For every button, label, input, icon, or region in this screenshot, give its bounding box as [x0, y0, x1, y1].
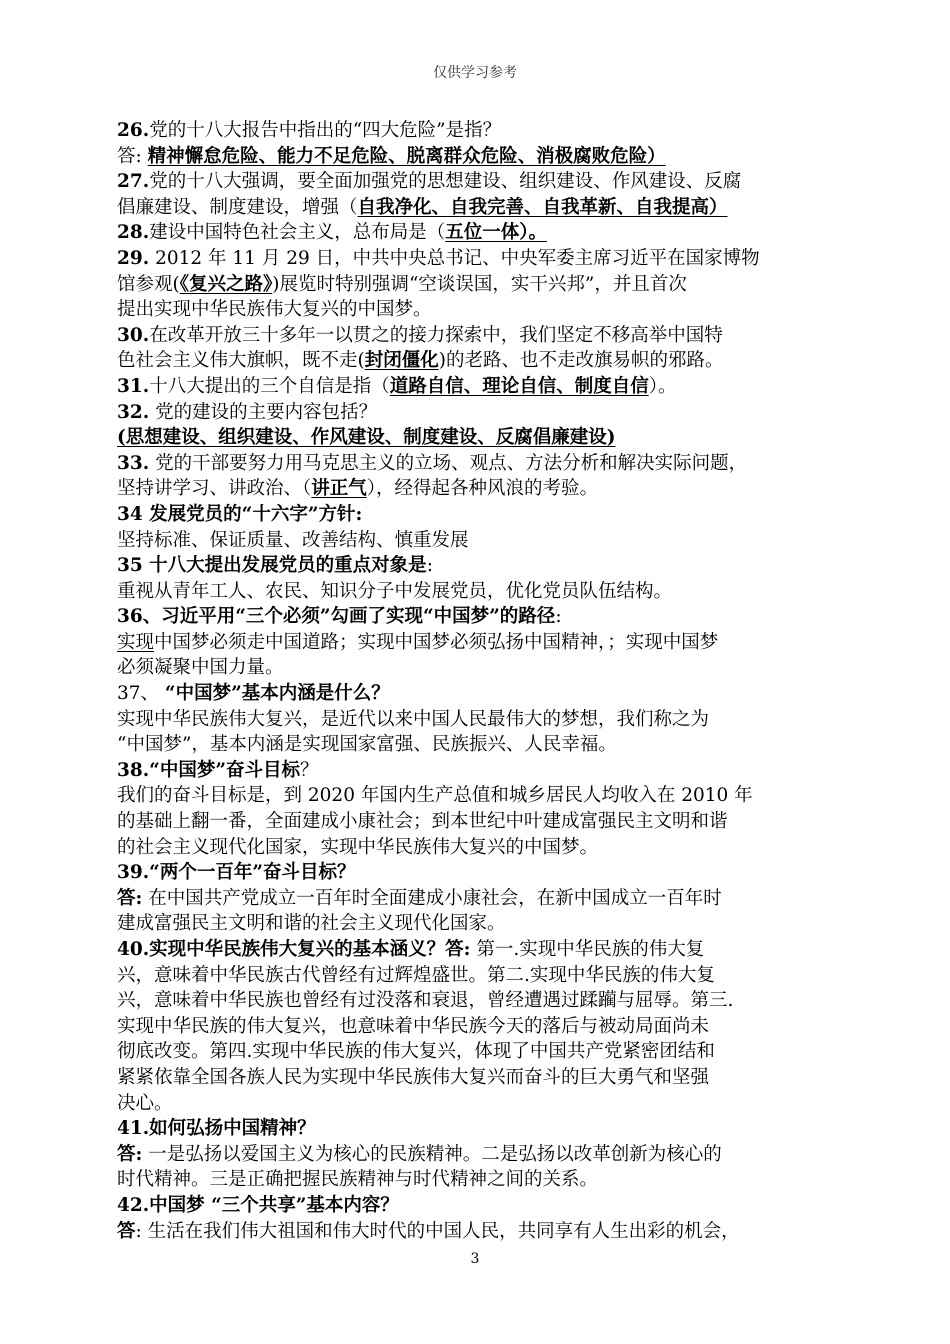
text-line: [117, 553, 847, 579]
text-line: [117, 758, 847, 784]
text-run: 答: [117, 1220, 136, 1242]
text-run: 中国梦必须走中国道路；实现中国梦必须弘扬中国精神，；实现中国梦: [154, 631, 719, 653]
text-run: 党的十八大报告中指出的“四大危险”是指？: [149, 120, 502, 141]
text-line: [117, 1193, 847, 1219]
text-line: [117, 1065, 847, 1091]
text-run: 实现中华民族伟大复兴，是近代以来中国人民最伟大的梦想，我们称之为: [117, 708, 710, 730]
text-line: [117, 1091, 847, 1117]
text-line: [117, 476, 847, 502]
text-run: 41.如何弘扬中国精神？: [117, 1118, 316, 1140]
text-line: [117, 502, 847, 528]
text-run: 道路自信、理论自信、制度自信: [389, 375, 649, 397]
text-line: [117, 1116, 847, 1142]
text-run: 35 十八大提出发展党员的重点对象是: [117, 555, 427, 577]
text-line: [117, 604, 847, 630]
text-run: ？: [299, 759, 319, 781]
text-line: [117, 400, 847, 426]
text-run: 建成富强民主文明和谐的社会主义现代化国家。: [117, 913, 506, 935]
text-run: 讲正气: [311, 478, 367, 500]
text-run: 在改革开放三十多年一以贯之的接力探索中，我们坚定不移高举中国特: [149, 324, 723, 346]
text-run: 38.“中国梦”奋斗目标: [117, 759, 300, 781]
text-line: [117, 937, 847, 963]
text-run: 答:: [117, 145, 148, 167]
text-run: (思想建设、组织建设、作风建设、制度建设、反腐倡廉建设): [117, 427, 616, 449]
text-run: 2012 年 11 月 29 日，中共中央总书记、中央军委主席习近平在国家博物: [149, 247, 760, 269]
text-run: 27.: [117, 171, 150, 193]
text-run: 答:: [117, 1143, 143, 1165]
text-line: [117, 835, 847, 861]
text-run: 30.: [117, 324, 150, 346]
text-line: [117, 323, 847, 349]
text-run: 党的十八大强调，要全面加强党的思想建设、组织建设、作风建设、反腐: [149, 171, 742, 193]
text-line: [117, 630, 847, 656]
text-run: :: [426, 555, 433, 577]
text-line: [117, 272, 847, 298]
text-run: 紧紧依靠全国各族人民为实现中华民族伟大复兴而奋斗的巨大勇气和坚强: [117, 1066, 710, 1088]
text-run: 倡廉建设、制度建设，增强（: [117, 196, 358, 218]
text-run: 兴，意味着中华民族也曾经有过没落和衰退，曾经遭遇过蹂躏与屈辱。第三.: [117, 990, 734, 1012]
text-line: [117, 579, 847, 605]
text-run: 兴，意味着中华民族古代曾经有过辉煌盛世。第二.实现中华民族的伟大复: [117, 964, 715, 986]
text-run: 我们的奋斗目标是，到 2020 年国内生产总值和城乡居民人均收入在 2010 年: [117, 785, 753, 807]
text-run: 自我净化、自我完善、自我革新、自我提高）: [357, 196, 728, 218]
text-line: [117, 195, 847, 221]
text-run: 29.: [117, 247, 150, 269]
text-run: 第一.实现中华民族的伟大复: [470, 939, 705, 960]
text-run: 时代精神。三是正确把握民族精神与时代精神之间的关系。: [117, 1169, 599, 1191]
document-body: [117, 118, 847, 1244]
text-line: [117, 220, 847, 246]
text-run: )展览时特别强调“空谈误国，实干兴邦”，并且首次: [272, 273, 687, 295]
text-run: 实现中华民族的伟大复兴，也意味着中华民族今天的落后与被动局面尚未: [117, 1015, 710, 1037]
text-run: 坚持讲学习、讲政治、（: [117, 478, 312, 500]
text-line: [117, 348, 847, 374]
text-run: 坚持标准、保证质量、改善结构、慎重发展: [117, 529, 469, 551]
text-run: ），经得起各种风浪的考验。: [366, 478, 599, 500]
text-line: [117, 1039, 847, 1065]
text-line: [117, 451, 847, 477]
text-line: [117, 1167, 847, 1193]
text-run: 封闭僵化: [364, 350, 439, 372]
text-run: 馆参观(: [117, 273, 180, 295]
text-line: [117, 809, 847, 835]
text-run: 26.: [117, 120, 150, 141]
text-run: 34 发展党员的“十六字”方针:: [117, 503, 363, 525]
text-run: 39.“两个一百年”奋斗目标？: [117, 862, 356, 884]
text-run: 彻底改变。第四.实现中华民族的伟大复兴，体现了中国共产党紧密团结和: [117, 1041, 715, 1063]
text-line: [117, 886, 847, 912]
text-run: 重视从青年工人、农民、知识分子中发展党员，优化党员队伍结构。: [117, 580, 673, 602]
text-line: [117, 425, 847, 451]
text-line: [117, 374, 847, 400]
text-run: 实现: [117, 631, 155, 653]
text-run: : 生活在我们伟大祖国和伟大时代的中国人民，共同享有人生出彩的机会，: [135, 1220, 740, 1242]
text-run: “中国梦”，基本内涵是实现国家富强、民族振兴、人民幸福。: [117, 734, 617, 756]
text-run: :: [555, 606, 562, 628]
text-line: [117, 681, 847, 707]
text-run: 31.: [117, 375, 150, 397]
text-line: [117, 1014, 847, 1040]
text-run: 决心。: [117, 1092, 173, 1114]
text-run: 《复兴之路》: [179, 273, 273, 295]
text-run: 42.中国梦 “三个共享”基本内容？: [117, 1194, 399, 1216]
text-run: 在中国共产党成立一百年时全面建成小康社会，在新中国成立一百年时: [142, 887, 722, 909]
text-line: [117, 963, 847, 989]
text-run: 提出实现中华民族伟大复兴的中国梦。: [117, 299, 432, 321]
text-run: 一是弘扬以爱国主义为核心的民族精神。二是弘扬以改革创新为核心的: [142, 1143, 722, 1165]
text-line: [117, 707, 847, 733]
text-line: [117, 118, 847, 144]
text-run: 36、习近平用“三个必须”勾画了实现“中国梦”的路径: [117, 606, 556, 628]
text-line: [117, 297, 847, 323]
text-run: 必须凝聚中国力量。: [117, 657, 284, 679]
text-run: 28.: [117, 222, 150, 244]
text-line: [117, 1142, 847, 1168]
text-line: [117, 528, 847, 554]
text-run: 十八大提出的三个自信是指（: [149, 375, 390, 397]
text-line: [117, 246, 847, 272]
text-run: 答:: [117, 887, 143, 909]
text-line: [117, 783, 847, 809]
text-line: [117, 169, 847, 195]
text-run: 精神懈怠危险、能力不足危险、脱离群众危险、消极腐败危险）: [147, 145, 666, 167]
page-number: 3: [470, 1251, 480, 1267]
text-run: 色社会主义伟大旗帜，既不走(: [117, 350, 365, 372]
text-line: [117, 655, 847, 681]
text-run: )的老路、也不走改旗易帜的邪路。: [438, 350, 724, 372]
text-line: [117, 988, 847, 1014]
text-run: 五位一体）。: [445, 222, 547, 244]
text-line: [117, 1219, 847, 1245]
text-run: “中国梦”基本内涵是什么？: [164, 683, 390, 705]
page-header: 仅供学习参考: [433, 65, 517, 81]
text-run: 的社会主义现代化国家，实现中华民族伟大复兴的中国梦。: [117, 836, 599, 858]
text-run: 32.: [117, 401, 150, 423]
text-run: ）。: [648, 375, 677, 397]
text-line: [117, 860, 847, 886]
text-line: [117, 732, 847, 758]
text-run: 党的建设的主要内容包括？: [149, 401, 378, 423]
text-run: 建设中国特色社会主义，总布局是（: [149, 222, 446, 244]
text-run: 党的干部要努力用马克思主义的立场、观点、方法分析和解决实际问题，: [149, 452, 748, 474]
text-run: 33.: [117, 452, 150, 474]
text-line: [117, 911, 847, 937]
text-line: [117, 144, 847, 170]
text-run: 的基础上翻一番，全面建成小康社会；到本世纪中叶建成富强民主文明和谐: [117, 811, 728, 833]
text-run: 37、: [117, 683, 165, 705]
text-run: 40.实现中华民族伟大复兴的基本涵义？答:: [117, 939, 471, 960]
